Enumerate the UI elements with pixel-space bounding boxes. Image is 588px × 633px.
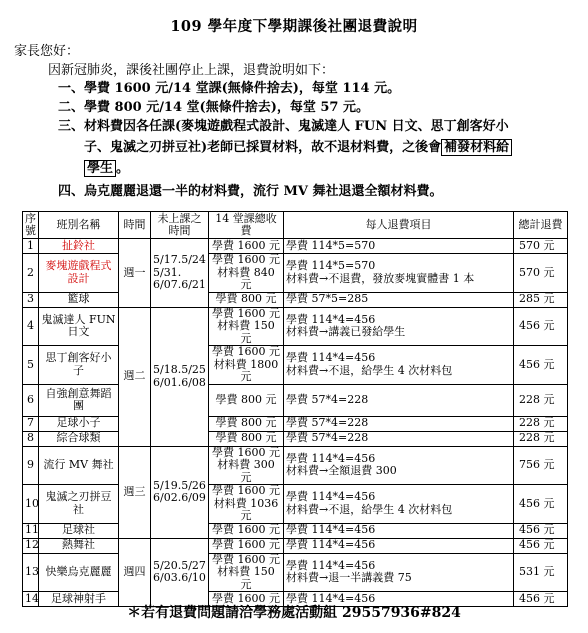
row-total: 756 元 [514,446,568,485]
note-3-line-3 [84,157,129,176]
row-total: 456 元 [514,538,568,553]
row-fee-line1: 學費 800 元 [215,431,277,445]
intro-text: 因新冠肺炎，課後社團停止上課，退費說明如下： [48,63,335,78]
table-row [23,446,568,485]
note-3-line-2 [84,136,512,155]
row-item-line1: 學費 114*4=456 [286,451,376,465]
row-no: 6 [23,384,39,416]
row-no: 10 [23,485,39,524]
row-item-line2: 材料費→不退，給學生 4 次材料包 [286,363,453,377]
row-item [284,307,514,346]
day-thursday: 週四 [119,538,151,607]
table-row [23,538,568,553]
row-total: 456 元 [514,485,568,524]
row-item [284,292,514,307]
row-item [284,553,514,592]
row-club: 熱舞社 [39,538,119,553]
row-club: 鬼滅達人 FUN 日文 [39,307,119,346]
refund-table [22,211,568,607]
table-row [23,239,568,254]
row-item-line1: 學費 114*5=570 [286,259,376,273]
row-item-line1: 學費 57*4=228 [286,431,369,445]
row-item-line1: 學費 114*4=456 [286,490,376,504]
header-item: 每人退費項目 [284,212,514,239]
row-fee-line2: 材料費 300 元 [217,458,275,484]
row-fee-line2: 材料費 1800 元 [213,357,279,383]
row-item-line1: 學費 114*4=456 [286,351,376,365]
row-item-line2: 材料費→全額退費 300 [286,464,397,478]
row-fee-line1: 學費 1600 元 [212,345,280,358]
row-no: 5 [23,346,39,385]
note-3-line-1: 三、材料費因各任課(麥塊遊戲程式設計、鬼滅達人 FUN 日文、思丁創客好小 [58,119,509,134]
page-title: 109 學年度下學期課後社團退費說明 [170,18,418,35]
row-club: 扯鈴社 [39,239,119,254]
row-fee [209,485,284,524]
day-tuesday: 週二 [119,307,151,446]
row-item [284,239,514,254]
row-fee [209,553,284,592]
note-3-highlight-b: 學生 [84,160,116,177]
note-1: 一、學費 1600 元/14 堂課(無條件捨去)，每堂 114 元。 [58,81,401,96]
row-fee [209,416,284,431]
row-fee-line1: 學費 1600 元 [212,253,280,266]
row-total: 456 元 [514,523,568,538]
row-item [284,485,514,524]
row-total: 531 元 [514,553,568,592]
table-row [23,485,568,524]
table-row [23,307,568,346]
header-total: 總計退費 [514,212,568,239]
row-club: 足球神射手 [39,592,119,607]
row-fee-line1: 學費 1600 元 [212,552,280,566]
row-fee-line1: 學費 1600 元 [212,238,280,252]
table-row [23,431,568,446]
greeting: 家長您好： [14,44,80,59]
dates-thursday: 5/20.5/27 6/03.6/10 [151,538,209,607]
row-fee-line1: 學費 800 元 [215,292,277,306]
row-total: 228 元 [514,416,568,431]
row-club: 籃球 [39,292,119,307]
row-club: 思丁創客好小子 [39,346,119,385]
row-total: 456 元 [514,592,568,607]
table-row [23,416,568,431]
row-item [284,346,514,385]
row-fee [209,431,284,446]
row-item-line1: 學費 57*5=285 [286,292,369,306]
dates-wednesday: 5/19.5/26 6/02.6/09 [151,446,209,538]
row-fee [209,254,284,293]
row-total: 285 元 [514,292,568,307]
row-fee [209,307,284,346]
row-fee-line2: 材料費 1036 元 [213,496,279,522]
header-fee: 14 堂課總收費 [209,212,284,239]
row-no: 7 [23,416,39,431]
table-row [23,254,568,293]
note-4: 四、烏克麗麗退還一半的材料費，流行 MV 舞社退還全額材料費。 [58,184,443,199]
table-row [23,384,568,416]
header-row [23,212,568,239]
row-item-line2: 材料費→不退費，發放麥塊實體書 1 本 [286,271,475,285]
row-fee-line1: 學費 800 元 [215,416,277,430]
row-fee-line2: 材料費 840 元 [217,265,275,291]
row-fee-line1: 學費 1600 元 [212,591,280,605]
header-date: 未上課之時間 [151,212,209,239]
row-no: 12 [23,538,39,553]
note-3-line-2-text: 子、鬼滅之刃拼豆社)老師已採買材料，故不退材料費，之後會 [84,140,442,155]
row-fee [209,384,284,416]
row-total: 228 元 [514,431,568,446]
row-club: 流行 MV 舞社 [39,446,119,485]
row-item [284,254,514,293]
row-item-line1: 學費 114*5=570 [286,238,376,252]
row-item-line2: 材料費→不退，給學生 4 次材料包 [286,502,453,516]
row-fee-line1: 學費 1600 元 [212,484,280,497]
row-club: 足球社 [39,523,119,538]
row-item [284,538,514,553]
row-club: 足球小子 [39,416,119,431]
row-fee [209,292,284,307]
row-fee-line1: 學費 800 元 [215,392,277,406]
table-row [23,346,568,385]
row-fee-line2: 材料費 150 元 [217,565,275,591]
row-club: 麥塊遊戲程式設計 [39,254,119,293]
row-total: 228 元 [514,384,568,416]
row-no: 1 [23,239,39,254]
row-item-line1: 學費 114*4=456 [286,312,376,326]
row-no: 2 [23,254,39,293]
row-item-line2: 材料費→講義已發給學生 [286,325,406,339]
dates-monday: 5/17.5/24 5/31. 6/07.6/21 [151,239,209,308]
row-fee [209,239,284,254]
row-fee [209,523,284,538]
contact-footer: ＊若有退費問題請洽學務處活動組 29557936#824 [127,605,461,621]
table-row [23,523,568,538]
row-no: 3 [23,292,39,307]
row-fee-line1: 學費 1600 元 [212,523,280,537]
row-no: 8 [23,431,39,446]
header-club: 班別名稱 [39,212,119,239]
note-3-end: 。 [116,161,130,176]
header-no: 序號 [23,212,39,239]
row-club: 綜合球類 [39,431,119,446]
note-2: 二、學費 800 元/14 堂(無條件捨去)，每堂 57 元。 [58,100,369,115]
row-total: 456 元 [514,307,568,346]
row-fee [209,346,284,385]
row-total: 456 元 [514,346,568,385]
note-3-highlight-a: 補發材料給 [441,139,512,156]
day-monday: 週一 [119,239,151,308]
header-time: 時間 [119,212,151,239]
dates-tuesday: 5/18.5/25 6/01.6/08 [151,307,209,446]
row-item [284,416,514,431]
row-no: 9 [23,446,39,485]
table-row [23,292,568,307]
row-item-line1: 學費 114*4=456 [286,591,376,605]
row-club: 快樂烏克麗麗 [39,553,119,592]
row-total: 570 元 [514,254,568,293]
row-item-line1: 學費 114*4=456 [286,523,376,537]
table-row [23,553,568,592]
row-no: 13 [23,553,39,592]
row-no: 11 [23,523,39,538]
row-no: 4 [23,307,39,346]
row-no: 14 [23,592,39,607]
row-fee-line1: 學費 1600 元 [212,538,280,552]
row-fee-line1: 學費 1600 元 [212,306,280,320]
row-item-line1: 學費 114*4=456 [286,558,376,572]
row-item-line1: 學費 57*4=228 [286,416,369,430]
row-item [284,431,514,446]
row-fee-line2: 材料費 150 元 [217,319,275,345]
row-club: 自強創意舞蹈團 [39,384,119,416]
row-item [284,446,514,485]
row-item-line2: 材料費→退一半講義費 75 [286,571,412,585]
day-wednesday: 週三 [119,446,151,538]
row-club: 鬼滅之刃拼豆社 [39,485,119,524]
row-fee-line1: 學費 1600 元 [212,445,280,459]
row-fee [209,538,284,553]
row-item-line1: 學費 114*4=456 [286,538,376,552]
row-item [284,523,514,538]
row-total: 570 元 [514,239,568,254]
row-item-line1: 學費 57*4=228 [286,392,369,406]
row-fee [209,446,284,485]
row-item [284,384,514,416]
